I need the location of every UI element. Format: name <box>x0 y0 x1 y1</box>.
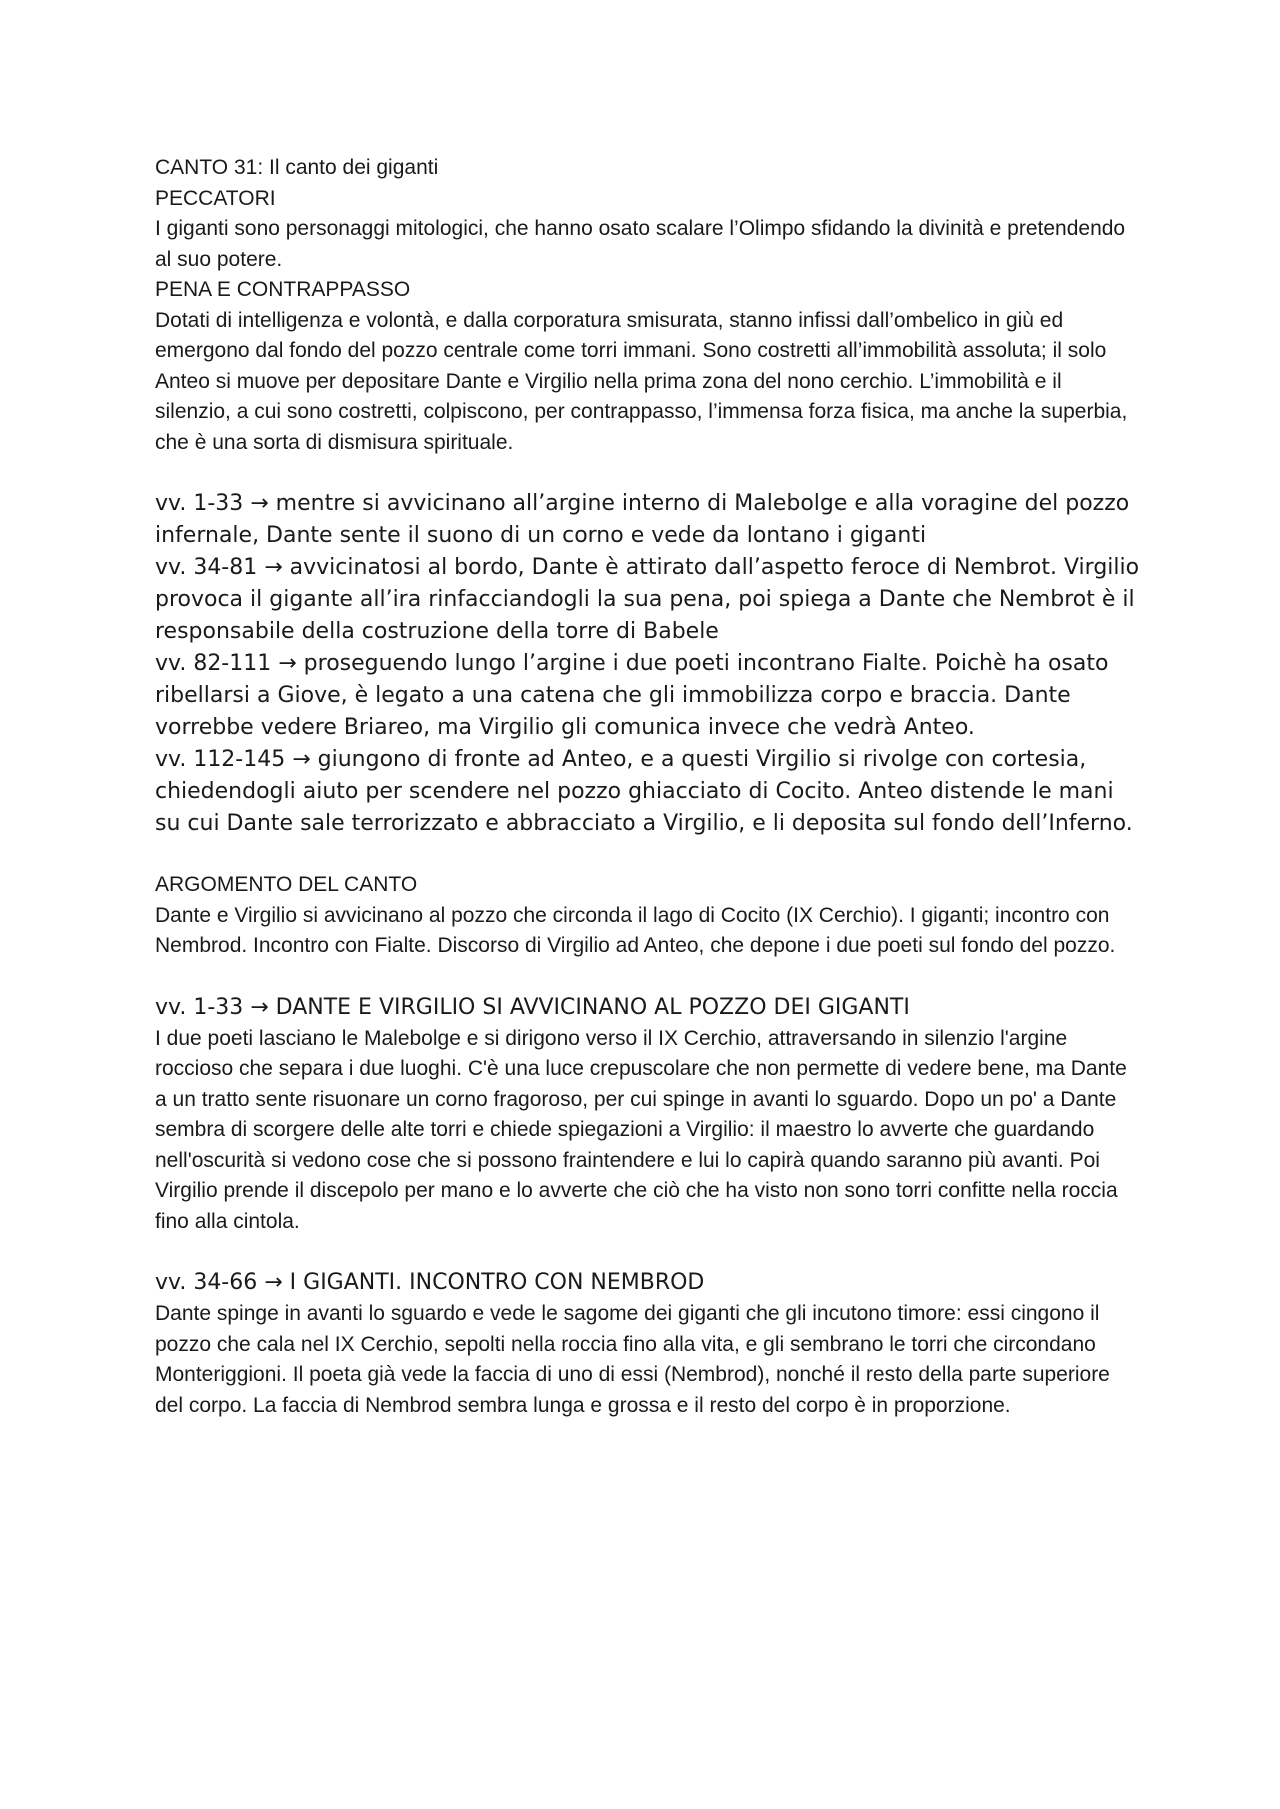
verse-summary-1: vv. 1-33 → mentre si avvicinano all’argine interno di Malebolge e alla voragine del pozzo infernale, Dante sente il suono di un corno e vede da lontano i giganti <box>155 491 1130 548</box>
spacer <box>155 840 1140 870</box>
section1-text: I due poeti lasciano le Malebolge e si dirigono verso il IX Cerchio, attraversando in silenzio l'argine roccioso che separa i due luoghi. C'è una luce crepuscolare che non permette di vedere bene, ma Dante a un tratto sente risuonare un corno fragoroso, per cui spinge in avanti lo sguardo. Dopo un po' a Dante sembra di scorgere delle alte torri e chiede spiegazioni a Virgilio: il maestro lo avverte che guardando nell'oscurità si vedono cose che si possono fraintendere e lui lo capirà quando saranno più avanti. Poi Virgilio prende il discepolo per mano e lo avverte che ciò che ha visto non sono torri confitte nella roccia fino alla cintola. <box>155 1026 1127 1233</box>
verse-summary-3: vv. 82-111 → proseguendo lungo l’argine i due poeti incontrano Fialte. Poichè ha osato ribellarsi a Giove, è legato a una catena che gli immobilizza corpo e braccia. Dante vorrebbe vedere Briareo, ma Virgilio gli comunica invece che vedrà Anteo. <box>155 651 1109 740</box>
pena-heading: PENA E CONTRAPPASSO <box>155 278 411 301</box>
verse-summary-2: vv. 34-81 → avvicinatosi al bordo, Dante è attirato dall’aspetto feroce di Nembrot. Virgilio provoca il gigante all’ira rinfacciandogli la sua pena, poi spiega a Dante che Nembrot è il responsabile della costruzione della torre di Babele <box>155 555 1140 644</box>
peccatori-text: I giganti sono personaggi mitologici, che hanno osato scalare l’Olimpo sfidando la divinità e pretendendo al suo potere. <box>155 217 1126 271</box>
spacer <box>155 458 1140 488</box>
document-page <box>155 153 1140 1421</box>
section1-heading: vv. 1-33 → DANTE E VIRGILIO SI AVVICINANO AL POZZO DEI GIGANTI <box>155 994 910 1020</box>
canto-title: CANTO 31: Il canto dei giganti <box>155 156 439 179</box>
section2-heading: vv. 34-66 → I GIGANTI. INCONTRO CON NEMBROD <box>155 1270 705 1295</box>
argomento-heading: ARGOMENTO DEL CANTO <box>155 873 418 896</box>
verse-summary-4: vv. 112-145 → giungono di fronte ad Anteo, e a questi Virgilio si rivolge con cortesia, chiedendogli aiuto per scendere nel pozzo ghiacciato di Cocito. Anteo distende le mani su cui Dante sale terrorizzato e abbracciato a Virgilio, e li deposita sul fondo dell’Inferno. <box>155 747 1133 836</box>
argomento-text: Dante e Virgilio si avvicinano al pozzo che circonda il lago di Cocito (IX Cerchio). I giganti; incontro con Nembrod. Incontro con Fialte. Discorso di Virgilio ad Anteo, che depone i due poeti sul fondo del pozzo. <box>155 903 1116 957</box>
section2-text: Dante spinge in avanti lo sguardo e vede le sagome dei giganti che gli incutono timore: essi cingono il pozzo che cala nel IX Cerchio, sepolti nella roccia fino alla vita, e gli sembrano le torri che circondano Monteriggioni. Il poeta già vede la faccia di uno di essi (Nembrod), nonché il resto della parte superiore del corpo. La faccia di Nembrod sembra lunga e grossa e il resto del corpo è in proporzione. <box>155 1302 1110 1417</box>
spacer <box>155 962 1140 992</box>
pena-text: Dotati di intelligenza e volontà, e dalla corporatura smisurata, stanno infissi dall’ombelico in giù ed emergono dal fondo del pozzo centrale come torri immani. Sono costretti all’immobilità assoluta; il solo Anteo si muove per depositare Dante e Virgilio nella prima zona del nono cerchio. L’immobilità e il silenzio, a cui sono costretti, colpiscono, per contrappasso, l’immensa forza fisica, ma anche la superbia, che è una sorta di dismisura spirituale. <box>155 308 1128 454</box>
peccatori-heading: PECCATORI <box>155 186 276 210</box>
spacer <box>155 1237 1140 1267</box>
